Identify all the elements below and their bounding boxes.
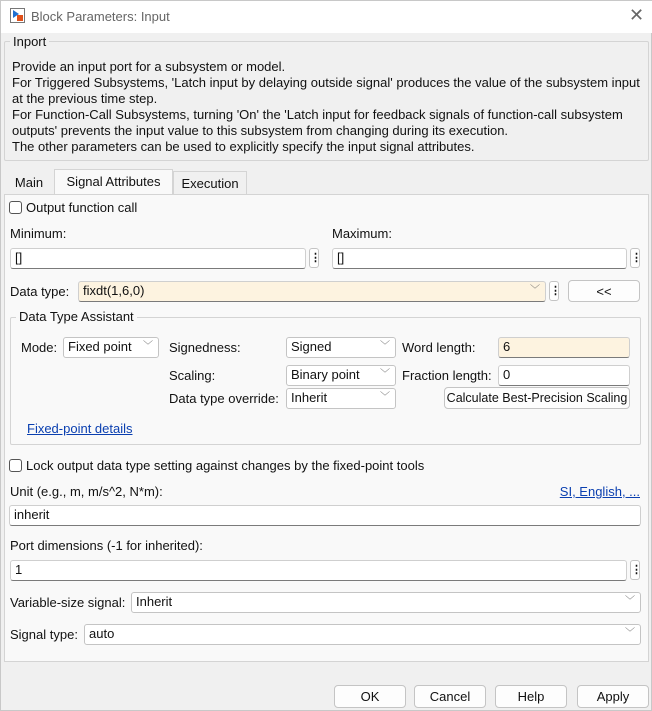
ok-button[interactable]: OK <box>334 685 406 708</box>
inport-description <box>12 59 640 155</box>
calculate-scaling-button[interactable]: Calculate Best-Precision Scaling <box>444 387 630 409</box>
minimum-more-icon[interactable]: ⋮ <box>309 248 319 268</box>
tab-signal-attributes[interactable]: Signal Attributes <box>54 169 173 195</box>
mode-select[interactable] <box>63 337 159 358</box>
inport-legend: Inport <box>10 35 49 49</box>
variable-size-label: Variable-size signal: <box>10 595 126 610</box>
chevron-down-icon: ﹀ <box>625 628 635 639</box>
signedness-select[interactable] <box>286 337 396 358</box>
minimum-input[interactable]: [] <box>10 248 306 269</box>
help-button[interactable]: Help <box>495 685 567 708</box>
fraction-length-input[interactable]: 0 <box>498 365 630 386</box>
variable-size-select[interactable] <box>131 592 641 613</box>
scaling-select[interactable] <box>286 365 396 386</box>
mode-value: Fixed point <box>68 339 132 354</box>
maximum-label: Maximum: <box>332 226 392 241</box>
word-length-label: Word length: <box>402 340 476 355</box>
desc-line: For Function-Call Subsystems, turning 'On' the 'Latch input for feedback signals of function-call subsystem <box>12 107 623 122</box>
signal-type-label: Signal type: <box>10 627 78 642</box>
override-select[interactable] <box>286 388 396 409</box>
title-bar <box>1 1 652 33</box>
desc-line: The other parameters can be used to explicitly specify the input signal attributes. <box>12 139 475 154</box>
chevron-down-icon: ﹀ <box>380 341 390 352</box>
unit-input[interactable]: inherit <box>9 505 641 526</box>
port-dimensions-input[interactable]: 1 <box>10 560 627 581</box>
data-type-more-icon[interactable]: ⋮ <box>549 281 559 301</box>
data-type-combo[interactable] <box>78 281 546 302</box>
signal-type-select[interactable] <box>84 624 641 645</box>
variable-size-value: Inherit <box>136 594 173 609</box>
unit-label: Unit (e.g., m, m/s^2, N*m): <box>10 484 163 499</box>
assistant-legend: Data Type Assistant <box>16 310 137 324</box>
chevron-down-icon: ﹀ <box>625 596 635 607</box>
unit-system-link[interactable]: SI, English, ... <box>559 484 640 499</box>
close-icon[interactable]: ✕ <box>629 5 645 25</box>
tab-main[interactable]: Main <box>14 175 44 190</box>
cancel-button[interactable]: Cancel <box>414 685 486 708</box>
window-title: Block Parameters: Input <box>31 9 170 24</box>
port-dimensions-label: Port dimensions (-1 for inherited): <box>10 538 203 553</box>
simulink-block-icon <box>10 8 25 23</box>
signedness-label: Signedness: <box>169 340 241 355</box>
chevron-down-icon: ﹀ <box>380 369 390 380</box>
data-type-value: fixdt(1,6,0) <box>83 283 145 298</box>
override-value: Inherit <box>291 390 328 405</box>
maximum-input[interactable]: [] <box>332 248 627 269</box>
output-function-call-label: Output function call <box>26 200 138 215</box>
tab-execution[interactable]: Execution <box>173 171 247 194</box>
chevron-down-icon: ﹀ <box>380 392 390 403</box>
data-type-label: Data type: <box>10 284 70 299</box>
scaling-value: Binary point <box>291 367 360 382</box>
word-length-input[interactable]: 6 <box>498 337 630 358</box>
output-function-call-checkbox[interactable] <box>9 201 22 214</box>
fixed-point-details-link[interactable]: Fixed-point details <box>27 421 133 436</box>
minimum-label: Minimum: <box>10 226 67 241</box>
maximum-more-icon[interactable]: ⋮ <box>630 248 640 268</box>
override-label: Data type override: <box>169 391 279 406</box>
signedness-value: Signed <box>291 339 332 354</box>
port-dimensions-more-icon[interactable]: ⋮ <box>630 560 640 580</box>
chevron-down-icon: ﹀ <box>143 341 153 352</box>
fraction-length-label: Fraction length: <box>402 368 492 383</box>
hide-assistant-button[interactable]: << <box>568 280 640 302</box>
chevron-down-icon[interactable]: ﹀ <box>530 285 540 296</box>
desc-line: For Triggered Subsystems, 'Latch input by delaying outside signal' produces the value of the subsystem input <box>12 75 640 90</box>
desc-line: at the previous time step. <box>12 91 158 106</box>
lock-data-type-label: Lock output data type setting against changes by the fixed-point tools <box>26 458 425 473</box>
desc-line: Provide an input port for a subsystem or model. <box>12 59 286 74</box>
scaling-label: Scaling: <box>169 368 216 383</box>
signal-type-value: auto <box>89 626 115 641</box>
lock-data-type-checkbox[interactable] <box>9 459 22 472</box>
apply-button[interactable]: Apply <box>577 685 649 708</box>
mode-label: Mode: <box>21 340 58 355</box>
desc-line: outputs' prevents the input value to this subsystem from changing during its execution. <box>12 123 509 138</box>
